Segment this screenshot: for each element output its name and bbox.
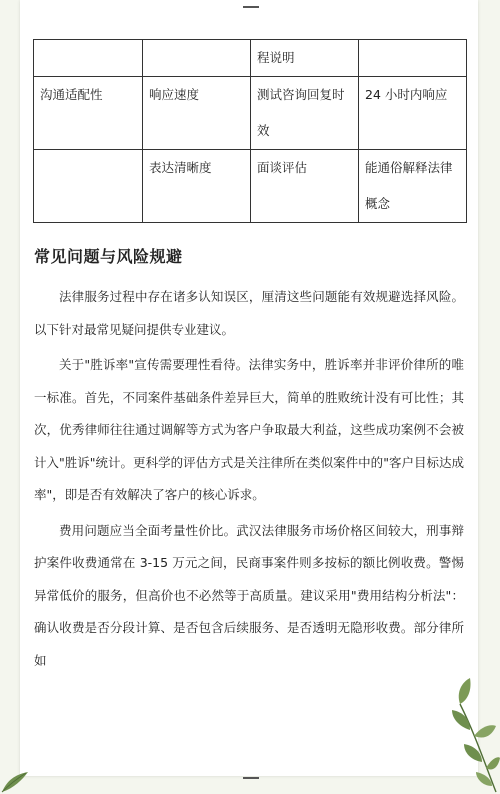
table-cell: 程说明	[251, 40, 359, 77]
table-cell: 表达清晰度	[143, 150, 251, 223]
paragraph: 费用问题应当全面考量性价比。武汉法律服务市场价格区间较大，刑事辩护案件收费通常在 3-15 万元之间，民商事案件则多按标的额比例收费。警惕异常低价的服务，但高价也不必然等于高质量。建议采用"费用结构分析法"：确认收费是否分段计算、是否包含后续服务、是否透明无隐形收费。部分律所如	[34, 522, 464, 668]
table-cell	[143, 40, 251, 77]
table-row	[34, 40, 467, 77]
table-cell	[34, 40, 143, 77]
table-cell: 测试咨询回复时效	[251, 77, 359, 150]
top-divider-mark	[243, 6, 259, 8]
table-cell: 24 小时内响应	[359, 77, 467, 150]
section-heading: 常见问题与风险规避	[34, 247, 183, 266]
table-cell: 面谈评估	[251, 150, 359, 223]
paragraph: 关于"胜诉率"宣传需要理性看待。法律实务中，胜诉率并非评价律所的唯一标准。首先，不同案件基础条件差异巨大，简单的胜败统计没有可比性；其次，优秀律师往往通过调解等方式为客户争取最大利益，这些成功案例不会被计入"胜诉"统计。更科学的评估方式是关注律所在类似案件中的"客户目标达成率"，即是否有效解决了客户的核心诉求。	[34, 357, 464, 502]
paragraph: 法律服务过程中存在诸多认知误区，厘清这些问题能有效规避选择风险。以下针对最常见疑问提供专业建议。	[34, 289, 464, 337]
table-cell	[359, 40, 467, 77]
table-row	[34, 150, 467, 223]
leaf-decoration-right	[430, 674, 500, 794]
leaf-decoration-left	[0, 770, 30, 794]
bottom-divider-mark	[243, 777, 259, 779]
table-row	[34, 77, 467, 150]
criteria-table	[33, 39, 467, 223]
table-cell: 能通俗解释法律概念	[359, 150, 467, 223]
table-cell: 响应速度	[143, 77, 251, 150]
table-cell: 沟通适配性	[34, 77, 143, 150]
section-body	[34, 281, 464, 680]
table-cell	[34, 150, 143, 223]
